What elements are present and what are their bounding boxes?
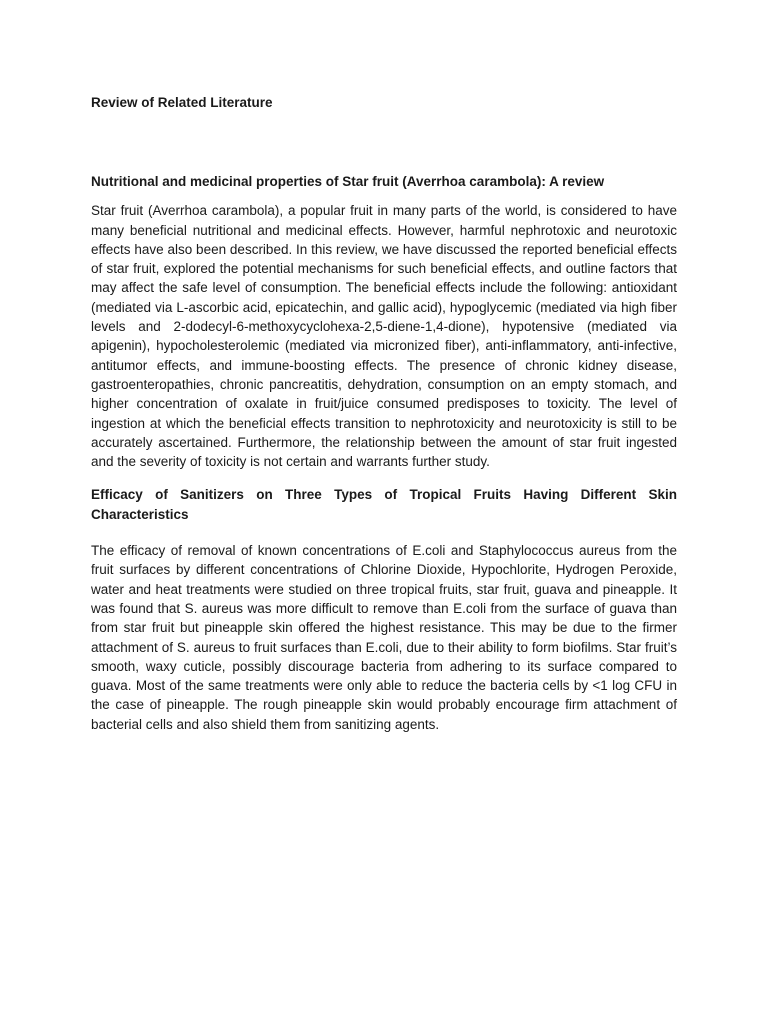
- section-heading-star-fruit: Nutritional and medicinal properties of Star fruit (Averrhoa carambola): A review: [91, 174, 605, 189]
- section-body-star-fruit: Star fruit (Averrhoa carambola), a popular fruit in many parts of the world, is considered to have many beneficial nutritional and medicinal effects. However, harmful nephrotoxic and neurotoxic effects have also been described. In this review, we have discussed the reported beneficial effects of star fruit, explored the potential mechanisms for such beneficial effects, and outline factors that may affect the safe level of consumption. The beneficial effects include the following: antioxidant (mediated via L-ascorbic acid, epicatechin, and gallic acid), hypoglycemic (mediated via high fiber levels and 2-dodecyl-6-methoxycyclohexa-2,5-diene-1,4-dione), hypotensive (mediated via apigenin), hypocholesterolemic (mediated via micronized fiber), anti-inflammatory, anti-infective, antitumor effects, and immune-boosting effects. The presence of chronic kidney disease, gastroenteropathies, chronic pancreatitis, dehydration, consumption on an empty stomach, and higher concentration of oxalate in fruit/juice consumed predisposes to toxicity. The level of ingestion at which the beneficial effects transition to nephrotoxicity and neurotoxicity is still to be accurately ascertained. Furthermore, the relationship between the amount of star fruit ingested and the severity of toxicity is not certain and warrants further study.: [91, 203, 677, 470]
- section-body-sanitizers: The efficacy of removal of known concentrations of E.coli and Staphylococcus aureus from the fruit surfaces by different concentrations of Chlorine Dioxide, Hypochlorite, Hydrogen Peroxide, water and heat treatments were studied on three tropical fruits, star fruit, guava and pineapple. It was found that S. aureus was more difficult to remove than E.coli from the surface of guava than from star fruit but pineapple skin offered the highest resistance. This may be due to the firmer attachment of S. aureus to fruit surfaces than E.coli, due to their ability to form biofilms. Star fruit’s smooth, waxy cuticle, possibly discourage bacteria from adhering to its surface compared to guava. Most of the same treatments were only able to reduce the bacteria cells by <1 log CFU in the case of pineapple. The rough pineapple skin would probably encourage firm attachment of bacterial cells and also shield them from sanitizing agents.: [91, 543, 677, 732]
- section-heading-sanitizers: Efficacy of Sanitizers on Three Types of Tropical Fruits Having Different Skin Characteristics: [91, 487, 677, 522]
- document-title: Review of Related Literature: [91, 95, 273, 110]
- document-content: [91, 93, 677, 734]
